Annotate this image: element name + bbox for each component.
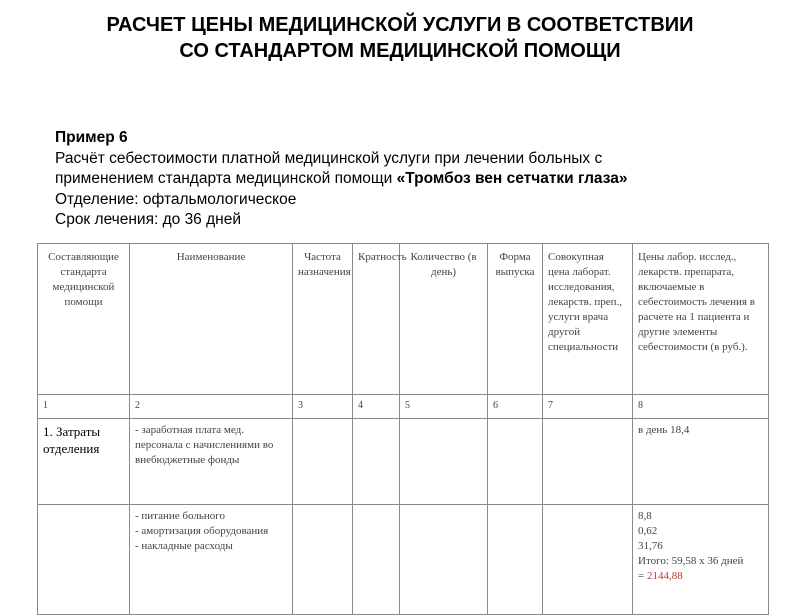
index-cell: 1 — [38, 395, 130, 419]
index-cell: 6 — [488, 395, 543, 419]
table-row — [38, 419, 769, 505]
total-amount: 2144,88 — [646, 570, 683, 582]
name-cell: - заработная плата мед. персонала с начислениями во внебюджетные фонды — [130, 419, 293, 505]
header-cell-frequency: Частота назначения — [293, 244, 353, 395]
title-line-2: СО СТАНДАРТОМ МЕДИЦИНСКОЙ ПОМОЩИ — [179, 40, 621, 62]
header-cell-total-price: Совокупная цена лаборат. исследования, лекарств. преп., услуги врача другой специальности — [543, 244, 633, 395]
example-heading: Пример 6 — [55, 129, 128, 146]
index-cell: 7 — [543, 395, 633, 419]
header-cell-multiplicity: Кратность — [353, 244, 400, 395]
component-cell — [38, 505, 130, 615]
index-cell: 4 — [353, 395, 400, 419]
empty-cell — [353, 419, 400, 505]
intro-block — [55, 128, 775, 231]
empty-cell — [293, 419, 353, 505]
index-cell: 5 — [400, 395, 488, 419]
header-cell-name: Наименование — [130, 244, 293, 395]
page-title — [0, 12, 800, 64]
component-cell: 1. Затраты отделения — [38, 419, 130, 505]
index-cell: 8 — [633, 395, 769, 419]
index-cell: 3 — [293, 395, 353, 419]
intro-line-2-text: применением стандарта медицинской помощи — [55, 170, 397, 187]
empty-cell — [488, 419, 543, 505]
term-line: Срок лечения: до 36 дней — [55, 211, 241, 228]
empty-cell — [400, 505, 488, 615]
name-cell: - питание больного - амортизация оборудования - накладные расходы — [130, 505, 293, 615]
intro-line-1: Расчёт себестоимости платной медицинской услуги при лечении больных с — [55, 149, 603, 167]
index-cell: 2 — [130, 395, 293, 419]
header-cell-quantity: Количество (в день) — [400, 244, 488, 395]
empty-cell — [293, 505, 353, 615]
price-cell — [633, 505, 769, 615]
header-cell-component: Составляющие стандарта медицинской помощи — [38, 244, 130, 395]
header-row — [38, 244, 769, 395]
diagnosis-name: «Тромбоз вен сетчатки глаза» — [396, 170, 628, 187]
department-line: Отделение: офтальмологическое — [55, 190, 297, 208]
empty-cell — [488, 505, 543, 615]
price-lines: 8,8 0,62 31,76 Итого: 59,58 х 36 дней — [638, 510, 744, 567]
index-row — [38, 395, 769, 419]
intro-line-2 — [55, 169, 775, 190]
table-row — [38, 505, 769, 615]
cost-table — [37, 243, 769, 615]
price-equals: = — [638, 570, 647, 582]
title-line-1: РАСЧЕТ ЦЕНЫ МЕДИЦИНСКОЙ УСЛУГИ В СООТВЕТСТВИИ — [106, 14, 694, 36]
empty-cell — [543, 419, 633, 505]
empty-cell — [400, 419, 488, 505]
empty-cell — [543, 505, 633, 615]
empty-cell — [353, 505, 400, 615]
header-cell-form: Форма выпуска — [488, 244, 543, 395]
header-cell-unit-price: Цены лабор. исслед., лекарств. препарата, включаемые в себестоимость лечения в расчете на 1 пациента и другие элементы себестоимости (в руб.). — [633, 244, 769, 395]
price-cell: в день 18,4 — [633, 419, 769, 505]
